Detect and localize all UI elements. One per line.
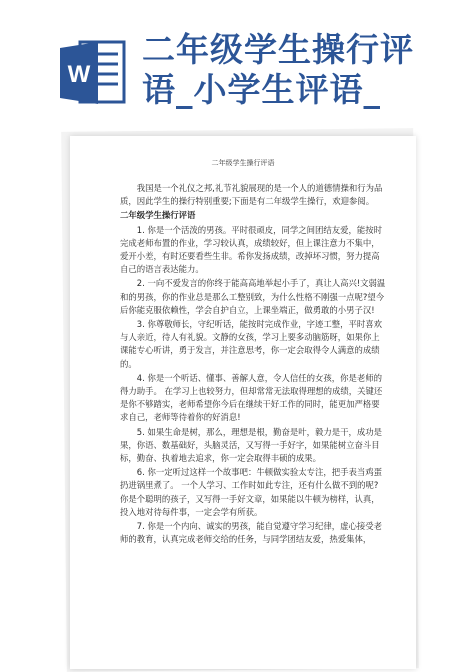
comment-paragraph: 1. 你是一个活泼的男孩。平时很顽皮，同学之间团结友爱，能按时完成老师布置的作业，学习较认真，成绩较好，但上课注意力不集中，爱开小差，有时还要看些生非。希你发扬成绩，改掉坏习惯，努力提高自己的语言表达能力。 xyxy=(120,224,382,275)
document-page xyxy=(70,136,416,669)
banner-title xyxy=(142,30,462,110)
comment-paragraph: 4. 你是一个听话、懂事、善解人意，令人信任的女孩，你是老师的得力助手。 在学习上也较努力，但却常常无法取得理想的成绩，关键还是你不够踏实，老师希望你今后在继续干好工作的同时，能更加严格要求自己，老师等待着你的好消息! xyxy=(120,372,383,423)
intro-paragraph: 我国是一个礼仪之邦,礼节礼貌展现的是一个人的道德情操和行为品质，因此学生的操行特别重要;下面是有二年级学生操行，欢迎参阅。 xyxy=(120,183,383,207)
header-banner xyxy=(0,0,474,118)
comment-paragraph: 6. 你一定听过这样一个故事吧：牛顿做实验太专注，把手表当鸡蛋扔进锅里煮了。 一个人学习、工作时如此专注，还有什么做不到的呢?你是个聪明的孩子，又写得一手好文章，如果能以牛顿为榜样，认真，投入地对待每件事，一定会学有所获。 xyxy=(120,467,382,517)
comment-paragraph: 5. 如果生命是树，那么，理想是根，勤奋是叶，毅力是干，成功是果，你语、数基础好，头脑灵活，又写得一手好字，如果能树立奋斗目标，勤奋、执着地去追求，你一定会取得丰硕的成果。 xyxy=(120,426,382,464)
banner-title-line1: 二年级学生操行评 xyxy=(142,30,414,69)
document-body xyxy=(120,182,386,547)
comment-paragraph: 3. 你尊敬师长，守纪听话，能按时完成作业，字迹工整，平时喜欢与人亲近，待人有礼貌。文静的女孩，学习上要多动脑筋呀，如果你上课能专心听讲，勇于发言，并注意思考，你一定会取得令人满意的成绩的。 xyxy=(120,319,382,369)
comment-paragraph: 2. 一向不爱发言的你终于能高高地举起小手了，真让人高兴!文弱温和的男孩，你的作业总是那么工整别致，为什么性格不刚强一点呢?望今后你能克服依赖性，学会自护自立，上课坐端正，做勇敢的小男子汉! xyxy=(120,278,386,315)
word-document-icon xyxy=(58,38,128,108)
comment-paragraph: 7. 你是一个内向、诚实的男孩，能自觉遵守学习纪律，虚心接受老师的教育，认真完成老师交给的任务，与同学团结友爱，热爱集体， xyxy=(120,521,382,545)
banner-title-line2: 语_小学生评语_ xyxy=(142,70,381,109)
svg-text:W: W xyxy=(67,61,91,88)
section-subheading: 二年级学生操行评语 xyxy=(120,210,196,221)
document-heading: 二年级学生操行评语 xyxy=(211,159,275,167)
